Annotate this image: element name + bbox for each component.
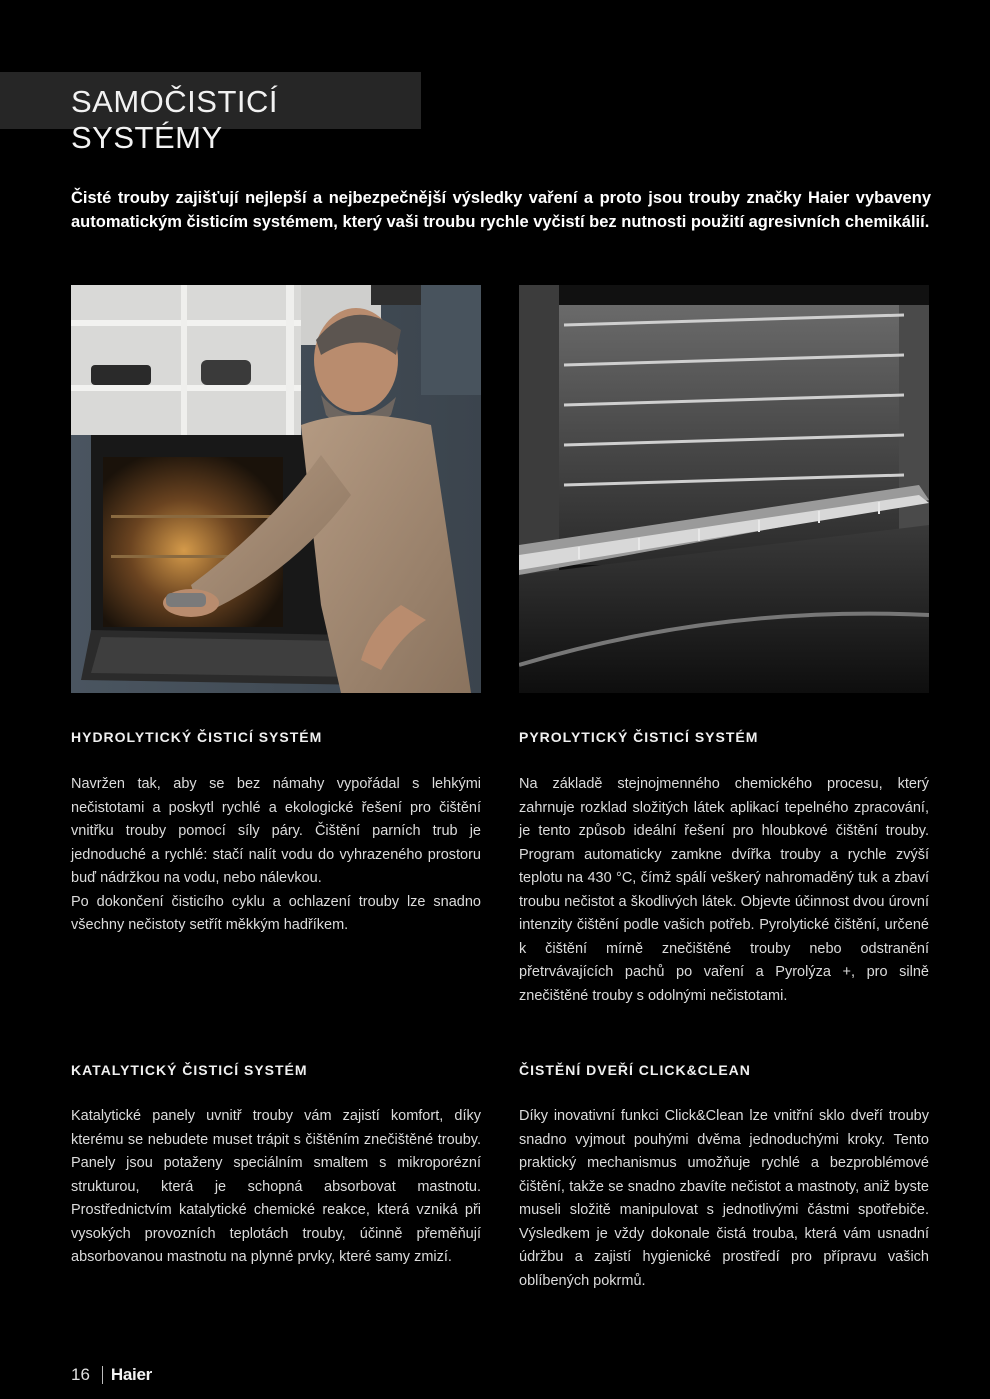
footer-divider [102,1366,103,1384]
heading-catalytic: KATALYTICKÝ ČISTICÍ SYSTÉM [71,1062,308,1078]
text-catalytic-p1: Katalytické panely uvnitř trouby vám zajistí komfort, díky kterému se nebudete muset trápit s čištěním znečištěné trouby. Panely jsou potaženy speciálním smaltem s mikroporézní strukturou, která je schopná absorbovat mastnotu. Prostřednictvím katalytické chemické reakce, která vzniká při vysokých provozních teplotách trouby, účinně přeměňují absorbovanou mastnotu na plynné prvky, které samy zmizí. [71,1108,481,1265]
text-hydrolytic-p1: Navržen tak, aby se bez námahy vypořádal s lehkými nečistotami a poskytl rychlé a ekologické řešení pro čištění vnitřku trouby pomocí síly páry. Čištění parních trub je jednoduché a rychlé: stačí nalít vodu do vyhrazeného prostoru buď nádržkou na vodu, nebo nálevkou. [71,776,481,886]
photo-oven-interior [519,285,929,693]
title-bar [0,72,421,155]
text-pyrolytic-p1: Na základě stejnojmenného chemického procesu, který zahrnuje rozklad složitých látek aplikací tepelného zpracování, je tento způsob ideální řešení pro hloubkové čištění trouby. Program automaticky zamkne dvířka trouby a rychle zvýší teplotu na 430 °C, čímž spálí veškerý nahromaděný tuk a zbaví troubu nečistot a škodlivých látek. Objevte účinnost dvou úrovní intenzity čištění podle vašich potřeb. Pyrolytické čištění, určené k čištění mírně znečištěné trouby nebo odstranění přetrvávajících pachů po vaření a Pyrolýza +, pro silně znečištěné trouby s odolnými nečistotami. [519,776,929,1004]
heading-hydrolytic: HYDROLYTICKÝ ČISTICÍ SYSTÉM [71,729,323,745]
page-title: SAMOČISTICÍ SYSTÉMY [71,84,279,155]
text-hydrolytic-p2: Po dokončení čisticího cyklu a ochlazení trouby lze snadno všechny nečistoty setřít měkkým hadříkem. [71,893,481,933]
text-door-cleaning-p1: Díky inovativní funkci Click&Clean lze vnitřní sklo dveří trouby snadno vyjmout pouhými dvěma jednoduchými kroky. Tento praktický mechanismus umožňuje rychlé a bezproblémové čištění, takže se snadno zbavíte nečistot a mastnoty, aniž byste museli složitě manipulovat s jednotlivými částmi spotřebiče. Výsledkem je vždy dokonale čistá trouba, která vám usnadní údržbu a zajistí hygienické prostředí pro přípravu vašich oblíbených pokrmů. [519,1108,929,1289]
text-pyrolytic [519,773,929,1008]
heading-pyrolytic: PYROLYTICKÝ ČISTICÍ SYSTÉM [519,729,759,745]
page-number: 16 [71,1365,90,1384]
footer [71,1363,152,1387]
text-door-cleaning [519,1105,929,1293]
text-catalytic [71,1105,481,1270]
brand-logo: Haier [110,1365,152,1384]
text-hydrolytic [71,773,481,938]
photo-man-cleaning-oven [71,285,481,693]
intro-paragraph: Čisté trouby zajišťují nejlepší a nejbezpečnější výsledky vaření a proto jsou trouby značky Haier vybaveny automatickým čisticím systémem, který vaši troubu rychle vyčistí bez nutnosti použití agresivních chemikálií. [71,189,931,231]
heading-door-cleaning: ČISTĚNÍ DVEŘÍ CLICK&CLEAN [519,1062,751,1078]
